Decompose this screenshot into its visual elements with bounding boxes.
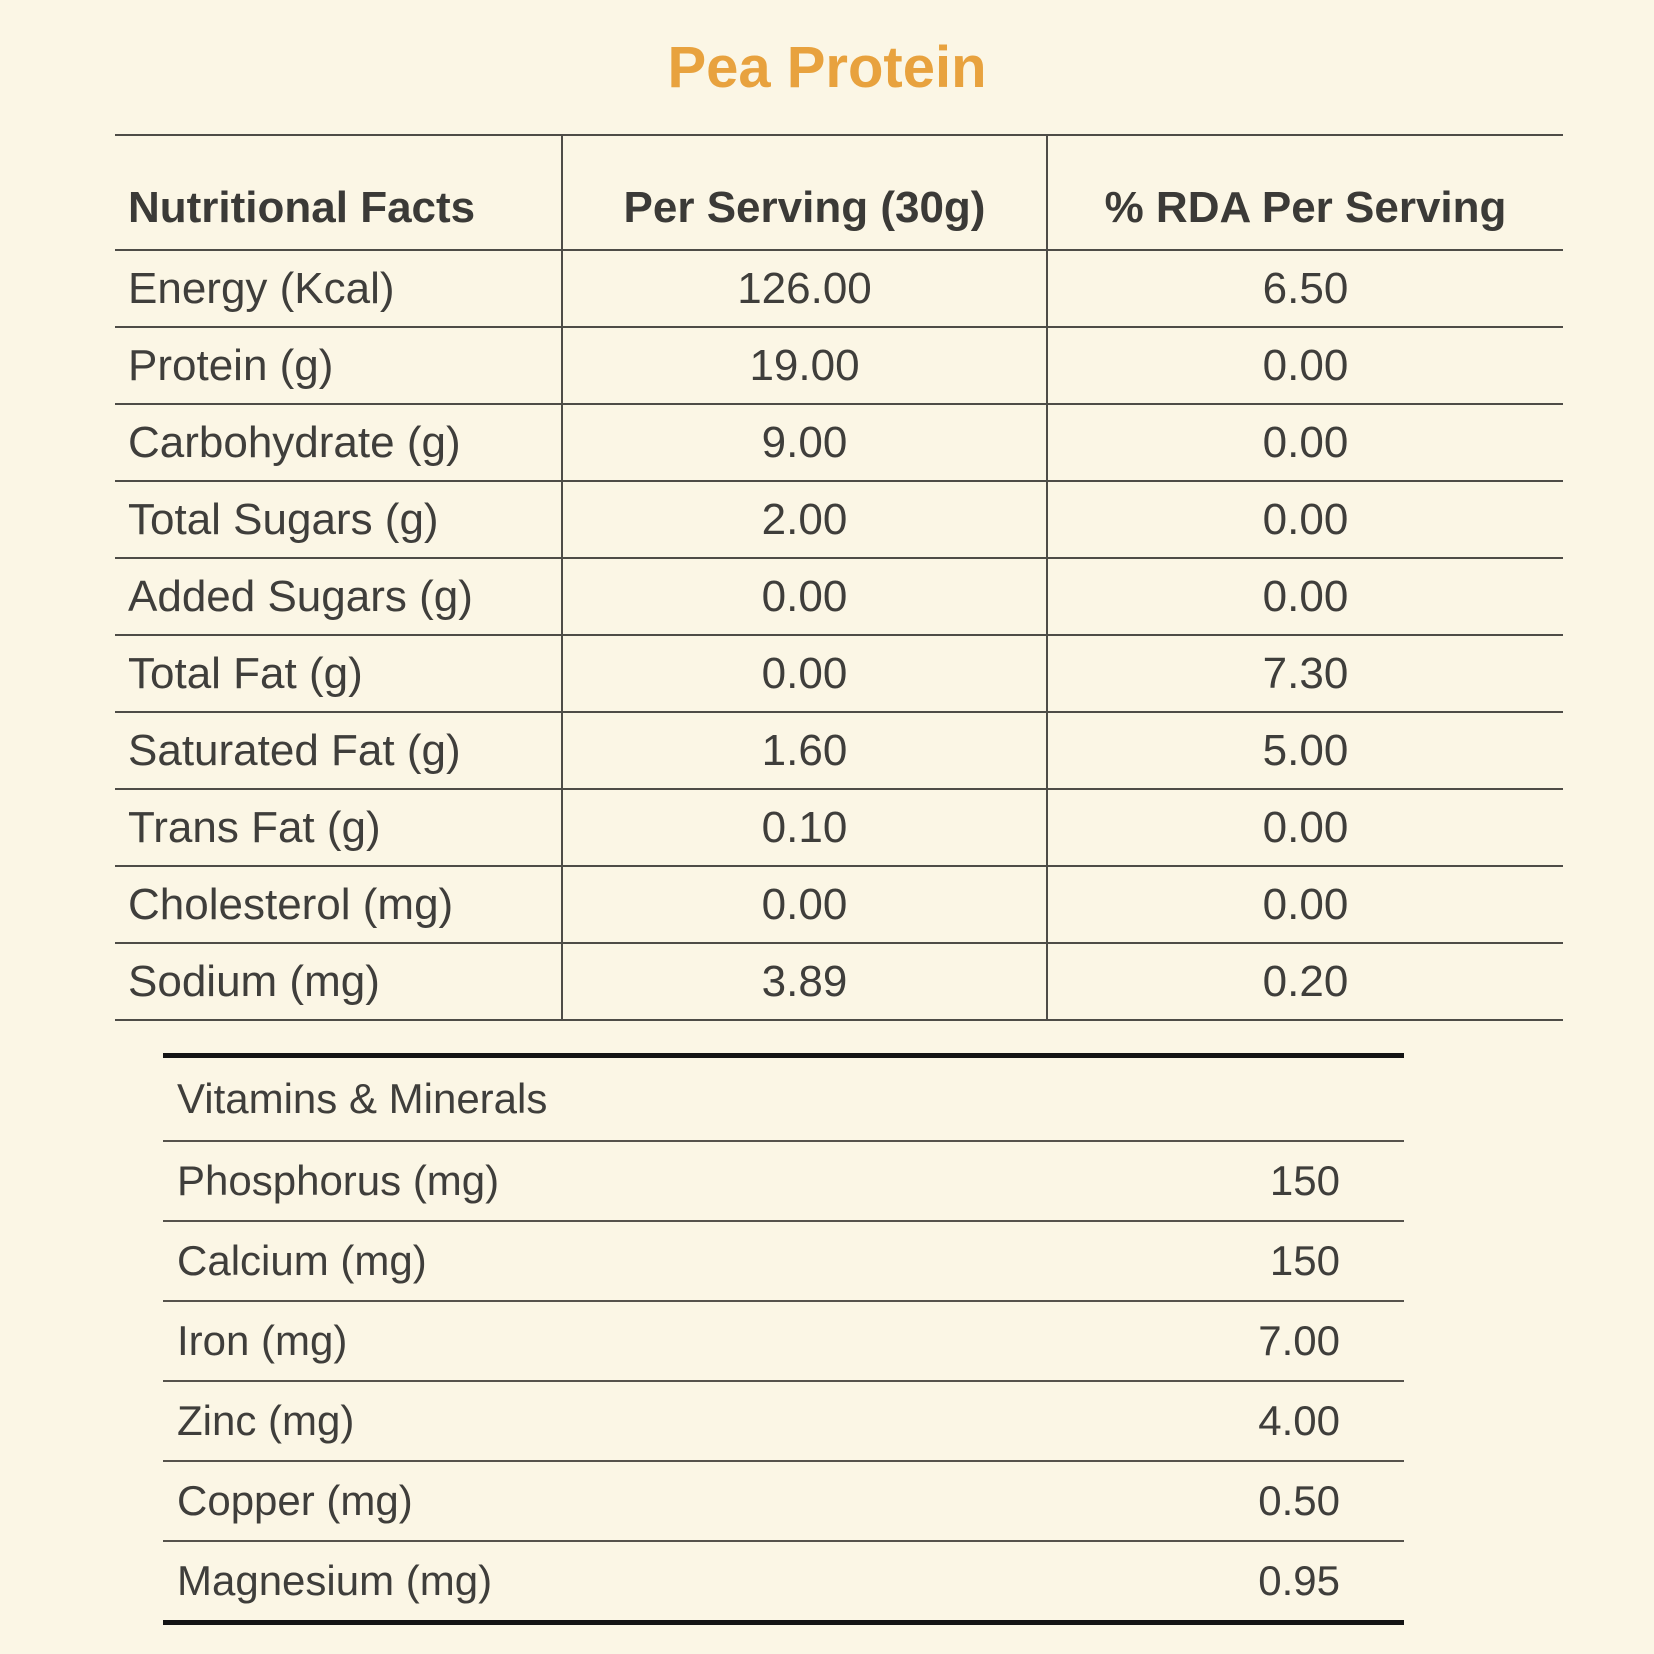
per-serving-value: 3.89 <box>562 943 1047 1020</box>
rda-value: 6.50 <box>1047 250 1563 327</box>
row-label: Trans Fat (g) <box>115 789 562 866</box>
table-row-energy <box>115 250 1563 327</box>
rda-value: 5.00 <box>1047 712 1563 789</box>
table-row-total-sugars <box>115 481 1563 558</box>
per-serving-value: 1.60 <box>562 712 1047 789</box>
mineral-value: 0.95 <box>784 1541 1405 1623</box>
table-row-added-sugars <box>115 558 1563 635</box>
rda-value: 0.00 <box>1047 789 1563 866</box>
table-row-cholesterol <box>115 866 1563 943</box>
table-row-carbohydrate <box>115 404 1563 481</box>
mineral-value: 150 <box>784 1221 1405 1301</box>
table-row-calcium <box>163 1221 1404 1301</box>
per-serving-value: 0.10 <box>562 789 1047 866</box>
mineral-value: 7.00 <box>784 1301 1405 1381</box>
row-label: Zinc (mg) <box>163 1381 784 1461</box>
row-label: Carbohydrate (g) <box>115 404 562 481</box>
mineral-value: 150 <box>784 1141 1405 1221</box>
row-label: Phosphorus (mg) <box>163 1141 784 1221</box>
per-serving-value: 0.00 <box>562 558 1047 635</box>
row-label: Added Sugars (g) <box>115 558 562 635</box>
page-title: Pea Protein <box>667 35 987 100</box>
row-label: Copper (mg) <box>163 1461 784 1541</box>
mineral-value: 4.00 <box>784 1381 1405 1461</box>
per-serving-value: 2.00 <box>562 481 1047 558</box>
rda-value: 0.00 <box>1047 481 1563 558</box>
table-row-iron <box>163 1301 1404 1381</box>
row-label: Sodium (mg) <box>115 943 562 1020</box>
table-row-saturated-fat <box>115 712 1563 789</box>
per-serving-value: 0.00 <box>562 866 1047 943</box>
nutrition-table-header-row <box>115 135 1563 250</box>
table-row-copper <box>163 1461 1404 1541</box>
vitamins-minerals-table <box>163 1053 1404 1625</box>
row-label: Calcium (mg) <box>163 1221 784 1301</box>
table-row-zinc <box>163 1381 1404 1461</box>
rda-value: 0.00 <box>1047 327 1563 404</box>
row-label: Energy (Kcal) <box>115 250 562 327</box>
table-row-phosphorus <box>163 1141 1404 1221</box>
rda-value: 0.00 <box>1047 866 1563 943</box>
rda-value: 0.00 <box>1047 558 1563 635</box>
row-label: Total Fat (g) <box>115 635 562 712</box>
table-row-protein <box>115 327 1563 404</box>
col-header-rda-per-serving: % RDA Per Serving <box>1047 135 1563 250</box>
row-label: Total Sugars (g) <box>115 481 562 558</box>
row-label: Iron (mg) <box>163 1301 784 1381</box>
col-header-per-serving: Per Serving (30g) <box>562 135 1047 250</box>
row-label: Cholesterol (mg) <box>115 866 562 943</box>
table-row-magnesium <box>163 1541 1404 1623</box>
vitamins-section-header: Vitamins & Minerals <box>163 1056 1404 1142</box>
row-label: Protein (g) <box>115 327 562 404</box>
rda-value: 0.00 <box>1047 404 1563 481</box>
per-serving-value: 126.00 <box>562 250 1047 327</box>
per-serving-value: 19.00 <box>562 327 1047 404</box>
col-header-nutritional-facts: Nutritional Facts <box>115 135 562 250</box>
row-label: Magnesium (mg) <box>163 1541 784 1623</box>
table-row-trans-fat <box>115 789 1563 866</box>
per-serving-value: 0.00 <box>562 635 1047 712</box>
per-serving-value: 9.00 <box>562 404 1047 481</box>
nutrition-facts-table <box>115 134 1563 1021</box>
vitamins-section-header-row <box>163 1056 1404 1142</box>
rda-value: 0.20 <box>1047 943 1563 1020</box>
rda-value: 7.30 <box>1047 635 1563 712</box>
table-row-sodium <box>115 943 1563 1020</box>
row-label: Saturated Fat (g) <box>115 712 562 789</box>
mineral-value: 0.50 <box>784 1461 1405 1541</box>
table-row-total-fat <box>115 635 1563 712</box>
